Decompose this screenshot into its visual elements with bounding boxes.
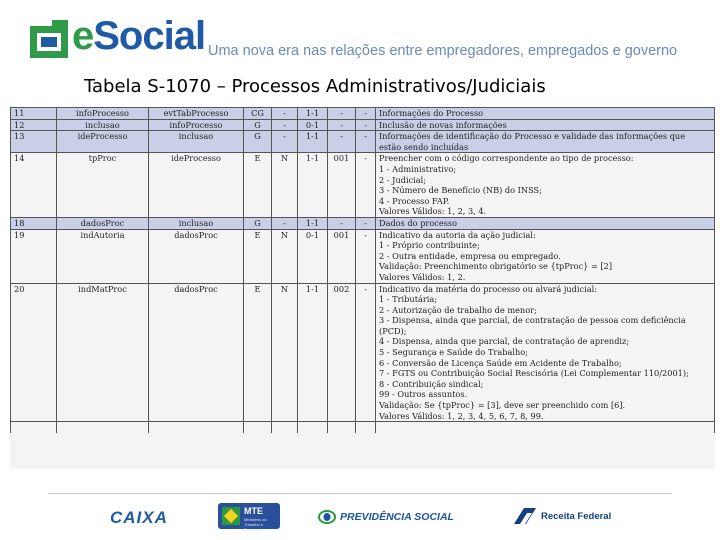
table-cell-num: 19 bbox=[11, 229, 57, 283]
table-cell-empty bbox=[328, 422, 356, 433]
table-cell-empty bbox=[244, 422, 272, 433]
table-row bbox=[11, 217, 715, 229]
table-cell-size: - bbox=[328, 217, 356, 229]
table-cell-num: 13 bbox=[11, 131, 57, 153]
table-cell-size: - bbox=[328, 108, 356, 120]
table-cell-oc: E bbox=[244, 153, 272, 218]
table-cell-oc: E bbox=[244, 283, 272, 422]
table-cell-parent: dadosProc bbox=[149, 229, 244, 283]
table-cell-oc: G bbox=[244, 217, 272, 229]
description-line: 1 - Próprio contribuinte; bbox=[379, 240, 480, 251]
spec-table-image bbox=[10, 107, 715, 469]
table-cell-field: infoProcesso bbox=[57, 108, 149, 120]
description-line: Preencher com o código correspondente ao tipo de processo: bbox=[379, 153, 634, 164]
esocial-logo-icon bbox=[28, 18, 70, 60]
table-cell-dec: - bbox=[356, 217, 376, 229]
table-cell-type: - bbox=[272, 217, 298, 229]
receita-federal-logo: Receita Federal bbox=[541, 511, 612, 522]
table-row-truncated bbox=[11, 422, 715, 433]
table-cell-type: - bbox=[272, 131, 298, 153]
table-cell-empty bbox=[149, 422, 244, 433]
table-cell-size: 002 bbox=[328, 283, 356, 422]
table-cell-empty bbox=[57, 422, 149, 433]
table-cell-description bbox=[376, 108, 715, 120]
table-cell-field: indMatProc bbox=[57, 283, 149, 422]
table-cell-size: 001 bbox=[328, 229, 356, 283]
mte-sublabel: Ministério do Trabalho e Emprego bbox=[244, 517, 267, 532]
description-line: 2 - Outra entidade, empresa ou empregado. bbox=[379, 250, 561, 261]
description-line: 7 - FGTS ou Contribuição Social Rescisória (Lei Complementar 110/2001); bbox=[379, 368, 689, 379]
wordmark-e: e bbox=[72, 14, 94, 58]
table-cell-parent: inclusao bbox=[149, 131, 244, 153]
table-cell-num: 20 bbox=[11, 283, 57, 422]
table-cell-type: N bbox=[272, 283, 298, 422]
table-cell-occ: 1-1 bbox=[298, 108, 328, 120]
mte-logo bbox=[218, 503, 280, 532]
description-line: 8 - Contribuição sindical; bbox=[379, 378, 484, 389]
description-line: Inclusão de novas informações bbox=[379, 119, 507, 130]
description-line: 4 - Dispensa, ainda que parcial, de contratação de aprendiz; bbox=[379, 336, 630, 347]
table-cell-description bbox=[376, 229, 715, 283]
table-cell-parent: evtTabProcesso bbox=[149, 108, 244, 120]
table-cell-occ: 1-1 bbox=[298, 217, 328, 229]
description-line: Validação: Se {tpProc} = [3], deve ser preenchido com [6]. bbox=[379, 400, 626, 411]
mte-label: MTE bbox=[244, 506, 263, 516]
table-cell-dec: - bbox=[356, 131, 376, 153]
table-cell-description bbox=[376, 217, 715, 229]
table-cell-oc: G bbox=[244, 119, 272, 131]
table-cell-size: 001 bbox=[328, 153, 356, 218]
table-cell-type: - bbox=[272, 119, 298, 131]
table-cell-empty bbox=[298, 422, 328, 433]
wordmark-social: Social bbox=[93, 14, 206, 58]
flag-icon bbox=[222, 507, 240, 525]
table-cell-size: - bbox=[328, 119, 356, 131]
tagline: Uma nova era nas relações entre empregadores, empregados e governo bbox=[208, 43, 678, 59]
table-cell-dec: - bbox=[356, 229, 376, 283]
description-line: estão sendo incluídas bbox=[379, 141, 469, 152]
description-line: 3 - Dispensa, ainda que parcial, de contratação de pessoa com deficiência bbox=[379, 315, 686, 326]
description-line: 1 - Tributária; bbox=[379, 294, 438, 305]
table-cell-description bbox=[376, 119, 715, 131]
spec-table bbox=[10, 107, 715, 433]
table-cell-empty bbox=[376, 422, 715, 433]
table-row bbox=[11, 283, 715, 422]
table-cell-occ: 0-1 bbox=[298, 119, 328, 131]
table-cell-field: dadosProc bbox=[57, 217, 149, 229]
description-line: 3 - Número de Benefício (NB) do INSS; bbox=[379, 185, 542, 196]
table-cell-num: 14 bbox=[11, 153, 57, 218]
table-cell-occ: 1-1 bbox=[298, 283, 328, 422]
table-row bbox=[11, 153, 715, 218]
table-cell-empty bbox=[272, 422, 298, 433]
description-line: 99 - Outros assuntos. bbox=[379, 389, 468, 400]
table-row bbox=[11, 131, 715, 153]
table-cell-occ: 1-1 bbox=[298, 153, 328, 218]
table-cell-field: ideProcesso bbox=[57, 131, 149, 153]
description-line: 5 - Segurança e Saúde do Trabalho; bbox=[379, 347, 528, 358]
table-cell-parent: dadosProc bbox=[149, 283, 244, 422]
table-cell-field: inclusao bbox=[57, 119, 149, 131]
description-line: 1 - Administrativo; bbox=[379, 163, 457, 174]
receita-federal-icon bbox=[512, 504, 538, 528]
table-cell-oc: E bbox=[244, 229, 272, 283]
description-line: (PCD); bbox=[379, 325, 407, 336]
table-cell-oc: G bbox=[244, 131, 272, 153]
table-cell-dec: - bbox=[356, 108, 376, 120]
table-cell-description bbox=[376, 131, 715, 153]
table-cell-dec: - bbox=[356, 283, 376, 422]
table-row bbox=[11, 119, 715, 131]
esocial-wordmark bbox=[72, 14, 205, 59]
description-line: Validação: Preenchimento obrigatório se {tpProc} = [2] bbox=[379, 261, 613, 272]
table-cell-description bbox=[376, 283, 715, 422]
description-line: 6 - Conversão de Licença Saúde em Acidente de Trabalho; bbox=[379, 357, 622, 368]
table-cell-field: indAutoria bbox=[57, 229, 149, 283]
description-line: Valores Válidos: 1, 2, 3, 4, 5, 6, 7, 8, 99. bbox=[379, 410, 544, 421]
table-cell-num: 12 bbox=[11, 119, 57, 131]
description-line: 2 - Judicial; bbox=[379, 174, 427, 185]
previdencia-logo: PREVIDÊNCIA SOCIAL bbox=[340, 511, 454, 523]
table-row bbox=[11, 229, 715, 283]
table-cell-parent: infoProcesso bbox=[149, 119, 244, 131]
previdencia-icon bbox=[318, 510, 336, 524]
description-line: Valores Válidos: 1, 2. bbox=[379, 271, 466, 282]
table-cell-occ: 0-1 bbox=[298, 229, 328, 283]
table-cell-dec: - bbox=[356, 153, 376, 218]
table-cell-parent: inclusao bbox=[149, 217, 244, 229]
table-row bbox=[11, 108, 715, 120]
description-line: Informações do Processo bbox=[379, 108, 484, 118]
table-cell-type: - bbox=[272, 108, 298, 120]
table-cell-oc: CG bbox=[244, 108, 272, 120]
table-cell-field: tpProc bbox=[57, 153, 149, 218]
table-cell-num: 18 bbox=[11, 217, 57, 229]
description-line: 2 - Autorização de trabalho de menor; bbox=[379, 304, 537, 315]
table-cell-empty bbox=[11, 422, 57, 433]
table-cell-empty bbox=[356, 422, 376, 433]
table-cell-num: 11 bbox=[11, 108, 57, 120]
table-cell-parent: ideProcesso bbox=[149, 153, 244, 218]
table-cell-type: N bbox=[272, 153, 298, 218]
table-cell-size: - bbox=[328, 131, 356, 153]
caixa-logo: CAIXA bbox=[110, 508, 168, 527]
description-line: Valores Válidos: 1, 2, 3, 4. bbox=[379, 206, 487, 217]
description-line: Indicativo da matéria do processo ou alvará judicial: bbox=[379, 283, 597, 294]
footer-divider bbox=[48, 493, 672, 494]
description-line: Indicativo da autoria da ação judicial: bbox=[379, 229, 536, 240]
table-cell-dec: - bbox=[356, 119, 376, 131]
description-line: Informações de identificação do Processo e validade das informações que bbox=[379, 131, 686, 142]
page-title: Tabela S-1070 – Processos Administrativos/Judiciais bbox=[84, 76, 546, 97]
description-line: 4 - Processo FAP. bbox=[379, 195, 450, 206]
table-cell-occ: 1-1 bbox=[298, 131, 328, 153]
description-line: Dados do processo bbox=[379, 217, 458, 228]
table-cell-description bbox=[376, 153, 715, 218]
table-cell-type: N bbox=[272, 229, 298, 283]
